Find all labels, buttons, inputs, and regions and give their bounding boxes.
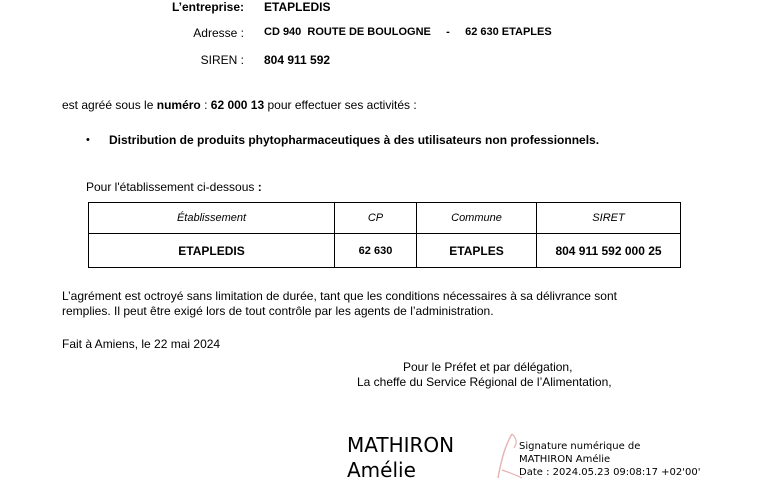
signatory-line-2: La cheffe du Service Régional de l’Alimentation, [357, 375, 612, 389]
cell-cp: 62 630 [335, 234, 417, 268]
cell-commune: ETAPLES [417, 234, 537, 268]
approval-separator: : [200, 98, 211, 112]
siren-value: 804 911 592 [264, 53, 331, 67]
establishment-intro [86, 180, 262, 194]
establishment-table [88, 202, 681, 268]
company-label: L’entreprise: [171, 0, 244, 14]
approval-suffix: pour effectuer ses activités : [264, 98, 417, 112]
header-siret: SIRET [537, 203, 681, 234]
conditions-line-2: remplies. Il peut être exigé lors de tout contrôle par les agents de l’administration. [62, 304, 494, 318]
header-etablissement: Établissement [89, 203, 335, 234]
table-row [89, 234, 681, 268]
header-commune: Commune [417, 203, 537, 234]
approval-number: 62 000 13 [210, 98, 265, 112]
signature-surname: MATHIRON [347, 433, 455, 457]
header-cp: CP [335, 203, 417, 234]
approval-sentence [62, 98, 417, 112]
address-value: CD 940 ROUTE DE BOULOGNE - 62 630 ETAPLES [264, 26, 552, 38]
establishment-intro-colon: : [257, 180, 262, 194]
bullet-icon: • [86, 134, 90, 146]
approval-numero-label: numéro [156, 98, 201, 112]
digital-signature-line-2: MATHIRON Amélie [519, 454, 611, 465]
cell-etablissement: ETAPLEDIS [89, 234, 335, 268]
digital-signature-date: Date : 2024.05.23 09:08:17 +02'00' [519, 467, 701, 478]
address-label: Adresse : [193, 26, 244, 40]
activity-item: Distribution de produits phytopharmaceutiques à des utilisateurs non professionnels. [109, 133, 600, 147]
digital-signature-line-1: Signature numérique de [519, 441, 641, 452]
approval-prefix: est agréé sous le [62, 98, 157, 112]
signatory-line-1: Pour le Préfet et par délégation, [403, 360, 573, 374]
company-name: ETAPLEDIS [264, 0, 331, 14]
signature-firstname: Amélie [347, 458, 416, 482]
conditions-line-1: L’agrément est octroyé sans limitation de durée, tant que les conditions nécessaires à sa délivrance sont [62, 289, 617, 303]
table-header-row [89, 203, 681, 234]
place-date: Fait à Amiens, le 22 mai 2024 [62, 337, 221, 351]
siren-label: SIREN : [200, 53, 244, 67]
cell-siret: 804 911 592 000 25 [537, 234, 681, 268]
establishment-intro-text: Pour l'établissement ci-dessous [86, 180, 258, 194]
